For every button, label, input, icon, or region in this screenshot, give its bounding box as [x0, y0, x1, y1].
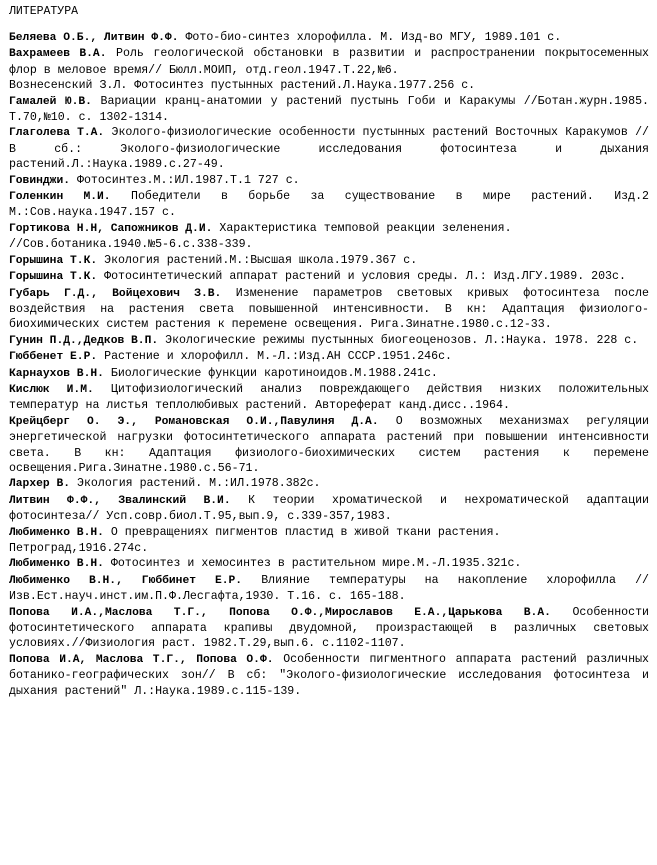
- reference-author: Гамалей Ю.В.: [9, 95, 92, 108]
- reference-author: Любименко В.Н.: [9, 526, 104, 539]
- reference-author: Лархер В.: [9, 478, 71, 491]
- reference-author: Попова И.А, Маслова Т.Г., Попова О.Ф.: [9, 653, 274, 666]
- reference-author: Любименко В.Н.: [9, 558, 104, 571]
- reference-author: Гортикова Н.Н, Сапожников Д.И.: [9, 222, 213, 235]
- reference-text: Победители в борьбе за существование в мире растений. Изд.2 М.:Сов.наука.1947.157 с.: [9, 190, 649, 220]
- reference-entry: [9, 556, 649, 572]
- reference-entry: [9, 189, 649, 221]
- reference-author: Литвин Ф.Ф., Звалинский В.И.: [9, 494, 231, 507]
- reference-text: О превращениях пигментов пластид в живой ткани растения.: [110, 525, 501, 539]
- reference-author: Вахрамеев В.А.: [9, 48, 107, 61]
- reference-text: Особенности фотосинтетического аппарата крапивы двудомной, произрастающей в различных световых условиях.//Физиология раст. 1982.Т.29,вып.6. с.1102-1107.: [9, 605, 649, 651]
- reference-author: Гюббенет Е.Р.: [9, 351, 98, 364]
- reference-entry: [9, 221, 649, 253]
- reference-author: Беляева О.Б., Литвин Ф.Ф.: [9, 32, 179, 44]
- reference-entry: [9, 525, 649, 557]
- reference-entry: [9, 94, 649, 126]
- reference-text: Экология растений. М.:ИЛ.1978.382с.: [76, 477, 321, 491]
- reference-text: Фото-био-синтез хлорофилла. М. Изд-во МГУ, 1989.101 с.: [185, 31, 562, 44]
- reference-author: Говинджи.: [9, 174, 71, 187]
- reference-source: Петроград,1916.274с.: [9, 542, 149, 555]
- reference-entry: [9, 78, 649, 93]
- page-heading: ЛИТЕРАТУРА: [9, 5, 79, 18]
- reference-entry: [9, 414, 649, 477]
- reference-entry: [9, 253, 649, 269]
- reference-text: Изменение параметров световых кривых фотосинтеза после воздействия на растения света повышенной интенсивности. В кн: Адаптация физиолого-биохимических систем растения к перемене освещения. Рига.Зинатне.1980.с.12-33.: [9, 286, 649, 332]
- reference-text: Биологические функции каротиноидов.М.1988.241с.: [110, 366, 438, 380]
- reference-text: Растение и хлорофилл. М.-Л.:Изд.АН СССР.1951.246с.: [104, 350, 452, 364]
- reference-entry: [9, 46, 649, 78]
- reference-text: Влияние температуры на накопление хлорофилла //Изв.Ест.науч.инст.им.П.Ф.Лесгафта,1930. Т.16. с. 165-188.: [9, 573, 649, 604]
- reference-text: Фотосинтетический аппарат растений и условия среды. Л.: Изд.ЛГУ.1989. 203с.: [104, 270, 626, 284]
- reference-entry: [9, 493, 649, 525]
- reference-author: Любименко В.Н., Гюббинет Е.Р.: [9, 574, 243, 587]
- reference-text: Цитофизиологический анализ повреждающего действия низких положительных температур на листья теплолюбивых растений. Автореферат канд.дисс..1964.: [9, 382, 649, 413]
- reference-author: Гунин П.Д.,Дедков В.П.: [9, 334, 159, 347]
- reference-entry: [9, 366, 649, 382]
- reference-text: Роль геологической обстановки в развитии и распространении покрытосеменных флор в меловое время// Бюлл.МОИП, отд.геол.1947.Т.22,№6.: [9, 47, 649, 77]
- reference-author: Голенкин М.И.: [9, 191, 111, 204]
- reference-author: Кислюк И.М.: [9, 383, 94, 396]
- reference-entry: [9, 652, 649, 699]
- reference-text: Особенности пигментного аппарата растений различных ботанико-географических зон// В сб: "Эколого-физиологические исследования фотосинтеза и дыхания растений" Л.:Наука.1989.с.115-139.: [9, 652, 649, 698]
- reference-author: Крейцберг О. Э., Романовская О.И.,Павулиня Д.А.: [9, 415, 379, 428]
- reference-entry: [9, 30, 649, 46]
- reference-text: Вознесенский З.Л. Фотосинтез пустынных растений.Л.Наука.1977.256 с.: [9, 79, 476, 93]
- reference-author: Карнаухов В.Н.: [9, 367, 104, 380]
- reference-entry: [9, 269, 649, 285]
- reference-source: //Сов.ботаника.1940.№5-6.с.338-339.: [9, 238, 253, 252]
- reference-text: Эколого-физиологические особенности пустынных растений Восточных Каракумов // В сб.: Эколого-физиологические исследования фотосинтеза и дыхания растений.Л.:Наука.1989.с.27-49.: [9, 126, 649, 172]
- reference-entry: [9, 605, 649, 652]
- reference-entry: [9, 286, 649, 333]
- reference-author: Попова И.А.,Маслова Т.Г., Попова О.Ф.,Мирославов Е.А.,Царькова В.А.: [9, 606, 551, 619]
- reference-entry: [9, 333, 649, 349]
- reference-author: Горышина Т.К.: [9, 271, 98, 284]
- reference-text: Экология растений.М.:Высшая школа.1979.367 с.: [104, 253, 418, 267]
- reference-entry: [9, 125, 649, 172]
- reference-author: Горышина Т.К.: [9, 254, 98, 267]
- reference-entry: [9, 573, 649, 605]
- reference-entry: [9, 349, 649, 365]
- reference-text: Фотосинтез.М.:ИЛ.1987.Т.1 727 с.: [76, 173, 300, 187]
- reference-text: Экологические режимы пустынных биогеоценозов. Л.:Наука. 1978. 228 с.: [165, 333, 639, 347]
- reference-entry: [9, 173, 649, 189]
- reference-text: О возможных механизмах регуляции энергетической нагрузки фотосинтетического аппарата растений при повышении интенсивности света. В кн: Адаптация физиолого-биохимических систем растения к перемене освещения.Рига.Зинатне.1980.с.56-71.: [9, 414, 649, 475]
- reference-entry: [9, 476, 649, 492]
- reference-entry: [9, 382, 649, 414]
- reference-list: [9, 30, 649, 699]
- reference-author: Губарь Г.Д., Войцехович З.В.: [9, 287, 222, 300]
- reference-text: Фотосинтез и хемосинтез в растительном мире.М.-Л.1935.321с.: [110, 557, 522, 571]
- reference-text: К теории хроматической и нехроматической адаптации фотосинтеза// Усп.совр.биол.Т.95,вып.9, с.339-357,1983.: [9, 493, 650, 524]
- reference-text: Характеристика темповой реакции зеленения.: [219, 221, 512, 235]
- reference-text: Вариации кранц-анатомии у растений пустынь Гоби и Каракумы //Ботан.журн.1985. Т.70,№10. с. 1302-1314.: [9, 94, 649, 125]
- reference-author: Глаголева Т.А.: [9, 127, 105, 140]
